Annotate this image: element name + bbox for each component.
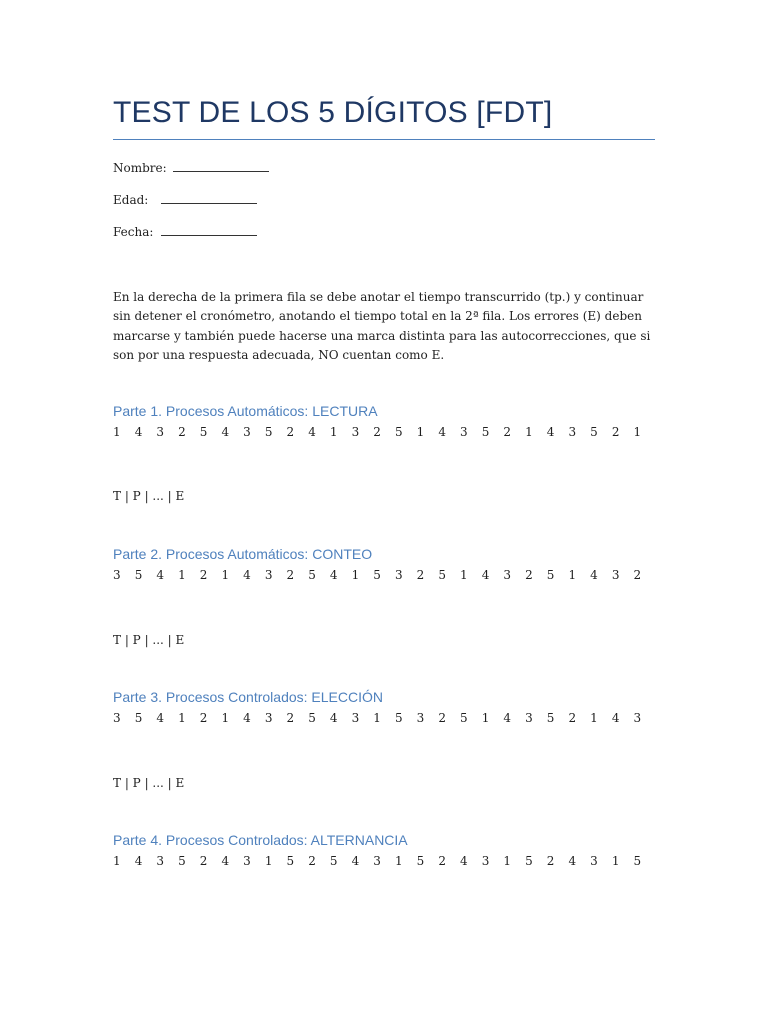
digit: 2 [308, 854, 316, 868]
digit: 5 [460, 711, 468, 725]
digit: 2 [438, 854, 446, 868]
digit: 1 [113, 425, 121, 439]
digit: 1 [590, 711, 598, 725]
part-3-heading: Parte 3. Procesos Controlados: ELECCIÓN [113, 689, 384, 705]
digit: 4 [568, 854, 577, 868]
digit: 2 [286, 568, 295, 582]
digit: 4 [546, 425, 555, 439]
digit: 5 [394, 425, 403, 439]
document-title: TEST DE LOS 5 DÍGITOS [FDT] [113, 96, 553, 129]
digit: 3 [113, 568, 121, 582]
digit: 3 [156, 425, 165, 439]
part-1-heading: Parte 1. Procesos Automáticos: LECTURA [113, 403, 378, 419]
digit: 5 [546, 568, 555, 582]
digit: 4 [134, 425, 143, 439]
digit: 5 [178, 854, 186, 868]
digit: 3 [264, 568, 273, 582]
digit: 1 [221, 568, 230, 582]
digit: 2 [199, 854, 208, 868]
digit: 4 [308, 425, 316, 439]
digit: 5 [308, 568, 316, 582]
digit: 5 [264, 425, 273, 439]
digit: 2 [525, 568, 533, 582]
digit: 1 [221, 711, 230, 725]
digit: 4 [243, 568, 251, 582]
digit: 1 [568, 568, 577, 582]
edad-blank-line [161, 193, 257, 204]
nombre-blank-line [173, 161, 269, 172]
digit: 3 [243, 425, 251, 439]
digit: 5 [546, 711, 555, 725]
digit: 2 [199, 568, 208, 582]
digit: 1 [525, 425, 533, 439]
nombre-label: Nombre: [113, 161, 167, 175]
digit: 2 [199, 711, 208, 725]
digit: 1 [329, 425, 338, 439]
digit: 5 [438, 568, 446, 582]
digit: 3 [351, 425, 360, 439]
digit: 3 [373, 854, 381, 868]
digit: 4 [156, 568, 165, 582]
part-3-score-line: T | P | ... | E [113, 776, 185, 790]
digit: 4 [221, 854, 230, 868]
digit: 3 [568, 425, 577, 439]
digit: 2 [438, 711, 446, 725]
digit: 2 [286, 425, 295, 439]
digit: 1 [351, 568, 360, 582]
digit: 4 [243, 711, 251, 725]
digit: 4 [221, 425, 230, 439]
digit: 3 [416, 711, 425, 725]
digit: 3 [264, 711, 273, 725]
digit: 2 [546, 854, 555, 868]
digit: 5 [525, 854, 533, 868]
digit: 4 [503, 711, 512, 725]
part-1-digits [113, 425, 655, 439]
digit: 2 [503, 425, 512, 439]
digit: 4 [438, 425, 446, 439]
edad-label: Edad: [113, 193, 149, 207]
part-3-digits [113, 711, 655, 725]
fecha-label: Fecha: [113, 225, 154, 239]
digit: 5 [134, 711, 143, 725]
digit: 5 [286, 854, 295, 868]
digit: 4 [611, 711, 620, 725]
digit: 4 [156, 711, 165, 725]
digit: 1 [394, 854, 403, 868]
digit: 3 [503, 568, 512, 582]
part-4-digits [113, 854, 655, 868]
digit: 4 [134, 854, 143, 868]
digit: 5 [481, 425, 490, 439]
digit: 2 [611, 425, 620, 439]
digit: 4 [590, 568, 598, 582]
fecha-field [113, 225, 257, 239]
digit: 2 [373, 425, 381, 439]
digit: 5 [394, 711, 403, 725]
digit: 2 [568, 711, 577, 725]
digit: 1 [416, 425, 425, 439]
part-2-score-line: T | P | ... | E [113, 633, 185, 647]
digit: 4 [481, 568, 490, 582]
digit: 4 [460, 854, 468, 868]
digit: 1 [611, 854, 620, 868]
digit: 3 [611, 568, 620, 582]
digit: 3 [590, 854, 598, 868]
digit: 1 [113, 854, 121, 868]
part-4-heading: Parte 4. Procesos Controlados: ALTERNANCIA [113, 832, 408, 848]
digit: 3 [460, 425, 468, 439]
digit: 5 [308, 711, 316, 725]
title-underline [113, 139, 655, 140]
digit: 2 [286, 711, 295, 725]
digit: 1 [460, 568, 468, 582]
digit: 3 [525, 711, 533, 725]
digit: 5 [633, 854, 642, 868]
digit: 4 [329, 711, 338, 725]
digit: 4 [351, 854, 360, 868]
edad-field [113, 193, 257, 207]
digit: 5 [373, 568, 381, 582]
instructions-paragraph: En la derecha de la primera fila se debe anotar el tiempo transcurrido (tp.) y continuar sin detener el cronómetro, anotando el tiempo total en la 2ª fila. Los errores (E) deben marcarse y también puede hacerse una marca distinta para las autocorrecciones, que si son por una respuesta adecuada, NO cuentan como E. [113, 290, 651, 362]
digit: 3 [156, 854, 165, 868]
part-1-score-line: T | P | ... | E [113, 489, 185, 503]
digit: 3 [351, 711, 360, 725]
digit: 1 [178, 711, 186, 725]
digit: 3 [243, 854, 251, 868]
digit: 3 [481, 854, 490, 868]
digit: 2 [633, 568, 642, 582]
digit: 5 [199, 425, 208, 439]
nombre-field [113, 161, 269, 175]
digit: 5 [416, 854, 425, 868]
digit: 1 [264, 854, 273, 868]
digit: 5 [134, 568, 143, 582]
digit: 1 [481, 711, 490, 725]
digit: 1 [633, 425, 642, 439]
fecha-blank-line [161, 225, 257, 236]
digit: 1 [178, 568, 186, 582]
digit: 2 [416, 568, 425, 582]
part-2-digits [113, 568, 655, 582]
digit: 5 [590, 425, 598, 439]
digit: 3 [113, 711, 121, 725]
digit: 2 [178, 425, 186, 439]
digit: 3 [633, 711, 642, 725]
digit: 3 [394, 568, 403, 582]
digit: 1 [503, 854, 512, 868]
digit: 5 [329, 854, 338, 868]
digit: 1 [373, 711, 381, 725]
part-2-heading: Parte 2. Procesos Automáticos: CONTEO [113, 546, 373, 562]
digit: 4 [329, 568, 338, 582]
